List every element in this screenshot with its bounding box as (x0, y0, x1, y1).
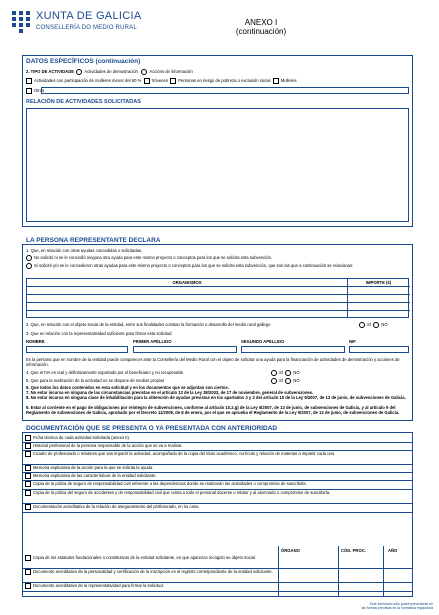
name-header-surname1: PRIMER APELLIDO (133, 339, 172, 344)
documentation-label: Cuadro de profesorado o relatores que van impartir la actividad, acompañado de la copia del título académico, currículo y relación de materias a impartir cada uno. (33, 451, 336, 457)
surname1-input[interactable] (133, 346, 237, 353)
radio-other-aid[interactable] (26, 263, 32, 269)
documentation-row (25, 481, 408, 487)
item-1: 1. Que, en relación con otras ayudas concedidas o solicitadas, (26, 248, 143, 253)
documentation-column-divider (383, 546, 384, 596)
org-name: XUNTA DE GALICIA (36, 10, 142, 22)
option-other: Otros (34, 88, 45, 94)
documentation-checkbox[interactable] (25, 504, 31, 510)
footer-note (273, 602, 433, 610)
item2-no-label: NO (381, 322, 388, 328)
department-name: CONSELLERÍA DO MEDIO RURAL (36, 25, 137, 31)
documentation-row (25, 583, 275, 589)
checkbox-poverty[interactable] (170, 78, 176, 84)
documentation-checkbox[interactable] (25, 481, 31, 487)
annex-label: ANEXO I (244, 18, 278, 27)
documentation-label: Memoria explicativa de las características de la entidad solicitante. (33, 473, 157, 479)
documentation-label: Copia de los estatutos fundacionales o constitutivos de la entidad solicitante, en que aparezca recogido su objeto social. (33, 555, 257, 561)
documentation-row (25, 555, 275, 561)
aid-table-divider (27, 286, 410, 287)
option-women: Mulleres (280, 78, 297, 84)
footer-line-1: Este formulario sólo podrá presentarse en (369, 602, 433, 606)
documentation-checkbox[interactable] (25, 443, 31, 449)
item5-yes-label: SÍ (279, 378, 283, 384)
signature-paragraph: Es la persona que en nombre de la entidad puede comparecer ante la Consellería del Medio Rural con el objeto de solicitar una ayuda para la financiación de actividades de demostración y acciones de información. (26, 357, 400, 368)
aid-table-divider (27, 310, 410, 311)
documentation-label: Documento acreditativo de la representatividad para firmar la solicitud. (33, 583, 164, 589)
documentation-row (25, 451, 408, 457)
item-5: 5. Que para la realización de la actividad no se dispone de medios propios (26, 378, 165, 383)
radio-item2-no[interactable] (373, 322, 379, 328)
option-youth: Xóvenes (151, 78, 168, 84)
documentation-checkbox[interactable] (25, 583, 31, 589)
surname2-input[interactable] (241, 346, 345, 353)
xunta-logo-icon (10, 10, 32, 34)
item-2-answer (359, 322, 388, 328)
documentation-divider (23, 591, 412, 592)
item-7: 7. No estar incursa en ninguna de las circunstancias previstas en el artículo 13 de la Ley 38/2003, de 17 de noviembre, general de subvenciones. (26, 390, 314, 395)
name-header-first: NOMBRE (26, 339, 45, 344)
aid-table-divider (27, 294, 410, 295)
aid-col-amount: IMPORTE (€) (365, 280, 392, 285)
documentation-box (22, 432, 413, 597)
item4-no-label: NO (293, 370, 300, 376)
documentation-label: Ficha técnica de cada actividad solicitada (anexo II). (33, 435, 131, 441)
activity-type-row (26, 69, 411, 75)
documentation-checkbox[interactable] (25, 569, 31, 575)
documentation-title: DOCUMENTACIÓN QUE SE PRESENTA O YA PRESENTADA CON ANTERIORIDAD (26, 425, 278, 432)
nif-input[interactable] (349, 346, 409, 353)
option-information: Accións de información (149, 69, 193, 75)
aid-table (26, 278, 409, 318)
item4-yes-label: SÍ (279, 370, 283, 376)
name-input[interactable] (26, 346, 128, 353)
option-other-aid: Sí solicitó y/o se le concedieron otras ayudas para este mismo proyecto o conceptos para los que se solicita esta subvención, que son las que a continuación se relacionan: (34, 263, 354, 269)
representative-box (22, 244, 413, 421)
documentation-row (25, 473, 408, 479)
option-b-row (26, 263, 411, 269)
documentation-row (25, 490, 408, 496)
documentation-row (25, 435, 408, 441)
other-input[interactable] (41, 87, 409, 94)
col-organ: ÓRGANO (281, 548, 300, 553)
radio-item4-yes[interactable] (271, 370, 277, 376)
name-header-nif: NIF (349, 339, 356, 344)
item-8: 8. No estar incursa en ninguna clase de inhabilitación para la obtención de ayudas previstas en los apartados 2 y 3 del artículo 10 de la Ley 9/2007, de 13 de junio, de subvenciones de Galicia. (26, 395, 406, 400)
item-5-answer (271, 378, 300, 384)
item2-yes-label: SÍ (367, 322, 371, 328)
radio-information[interactable] (141, 69, 147, 75)
activity-type-label: 2. TIPO DE ACTIVIDADE (26, 69, 75, 75)
documentation-label: Documento acreditativo de la personalidad y certificación de la inscripción en el registro correspondiente de la entidad solicitante. (33, 569, 273, 575)
documentation-checkbox[interactable] (25, 473, 31, 479)
documentation-label: Memoria explicativa de la acción para la que se solicita la ayuda. (33, 465, 154, 471)
documentation-checkbox[interactable] (25, 555, 31, 561)
item-6: 6. Que todos los datos contenidos en esta solicitud y en los documentos que se adjuntan son ciertos. (26, 385, 229, 390)
item5-no-label: NO (293, 378, 300, 384)
aid-table-divider (27, 302, 410, 303)
option-women-participation: Actividades con participación de mulleres menor del 60 % (34, 78, 142, 84)
activities-textarea[interactable] (26, 108, 409, 222)
documentation-column-divider (278, 546, 279, 596)
documentation-row (25, 443, 408, 449)
item-2: 2. Que, en relación con el objeto social de la entidad, entre sus finalidades constan la formación o desarrollo del medio rural gallego (26, 322, 271, 327)
checkbox-youth[interactable] (144, 78, 150, 84)
footer-line-2: las formas previstas en la normativa reguladora (361, 606, 433, 610)
documentation-checkbox[interactable] (25, 451, 31, 457)
option-poverty: Personas en riesgo de pobreza o exclusión social (178, 78, 271, 84)
representative-title: LA PERSONA REPRESENTANTE DECLARA (26, 237, 161, 244)
documentation-row (25, 504, 408, 510)
documentation-checkbox[interactable] (25, 435, 31, 441)
name-header-surname2: SEGUNDO APELLIDO (241, 339, 285, 344)
item-4-answer (271, 370, 300, 376)
annex-title (201, 18, 321, 36)
col-year: AÑO (388, 548, 398, 553)
documentation-label: Historial profesional de la persona responsable de la acción que se va a realizar. (33, 443, 183, 449)
specific-data-box (22, 55, 413, 227)
documentation-checkbox[interactable] (25, 490, 31, 496)
checkbox-women-participation[interactable] (26, 78, 32, 84)
item-4: 4. Que el IVA es real y definitivamente soportado por el beneficiario y no recuperable (26, 370, 184, 375)
radio-item5-yes[interactable] (271, 378, 277, 384)
checkbox-other[interactable] (26, 88, 32, 94)
option-a-row (26, 255, 411, 261)
documentation-column-divider (338, 546, 339, 596)
radio-item5-no[interactable] (285, 378, 291, 384)
radio-demonstration[interactable] (76, 69, 82, 75)
radio-item2-yes[interactable] (359, 322, 365, 328)
participation-row (26, 78, 411, 84)
documentation-label: Copia de la póliza del seguro de accidentes y de responsabilidad civil que cubra a todo el personal docente o relator y al alumnado o compromiso de suscribirla. (33, 490, 331, 496)
documentation-divider (23, 512, 412, 513)
documentation-row (25, 465, 408, 471)
documentation-checkbox[interactable] (25, 465, 31, 471)
col-proc-code: CÓD. PROC. (341, 548, 366, 553)
radio-item4-no[interactable] (285, 370, 291, 376)
item-3: 3. Que en relación con la representatividad suficiente para firmar esta solicitud (26, 331, 172, 336)
annex-subtitle: (continuación) (235, 27, 287, 36)
checkbox-women[interactable] (273, 78, 279, 84)
option-demonstration: Actividades de demostración (84, 69, 138, 75)
activities-title: RELACIÓN DE ACTIVIDADES SOLICITADAS (26, 99, 141, 105)
specific-data-title: DATOS ESPECÍFICOS (continuación) (26, 58, 141, 65)
radio-no-other-aid[interactable] (26, 255, 32, 261)
documentation-label: Copia de la póliza de seguro de responsabilidad civil referente a las dependencias donde se realizarán las actividades o compromiso de suscribirla. (33, 481, 307, 487)
aid-table-divider (347, 279, 348, 318)
documentation-row (25, 569, 275, 575)
option-no-other-aid: No solicitó ni se le concedió ninguna otra ayuda para este mismo proyecto o conceptos para los que se solicita esta subvención. (34, 255, 273, 261)
item-9: 9. Estar al corriente en el pago de obligaciones por reintegro de subvenciones, conforme al artículo 10.2.g) de la Ley 9/2007, de 13 de junio, de subvenciones de Galicia, y al artículo 9 del Reglamento de subvenciones de Galicia, aprobado por el Decreto 11/2009, de 8 de enero, por el que se aprueba el Reglamento de la Ley 9/2007, de 13 de junio, de subvenciones de Galicia. (26, 405, 400, 416)
page-header (6, 8, 434, 56)
documentation-label: Documentación acreditativa de la relación de aseguramiento del profesorado, en su caso. (33, 504, 200, 510)
aid-col-organisms: ORGANISMOS (172, 280, 202, 285)
